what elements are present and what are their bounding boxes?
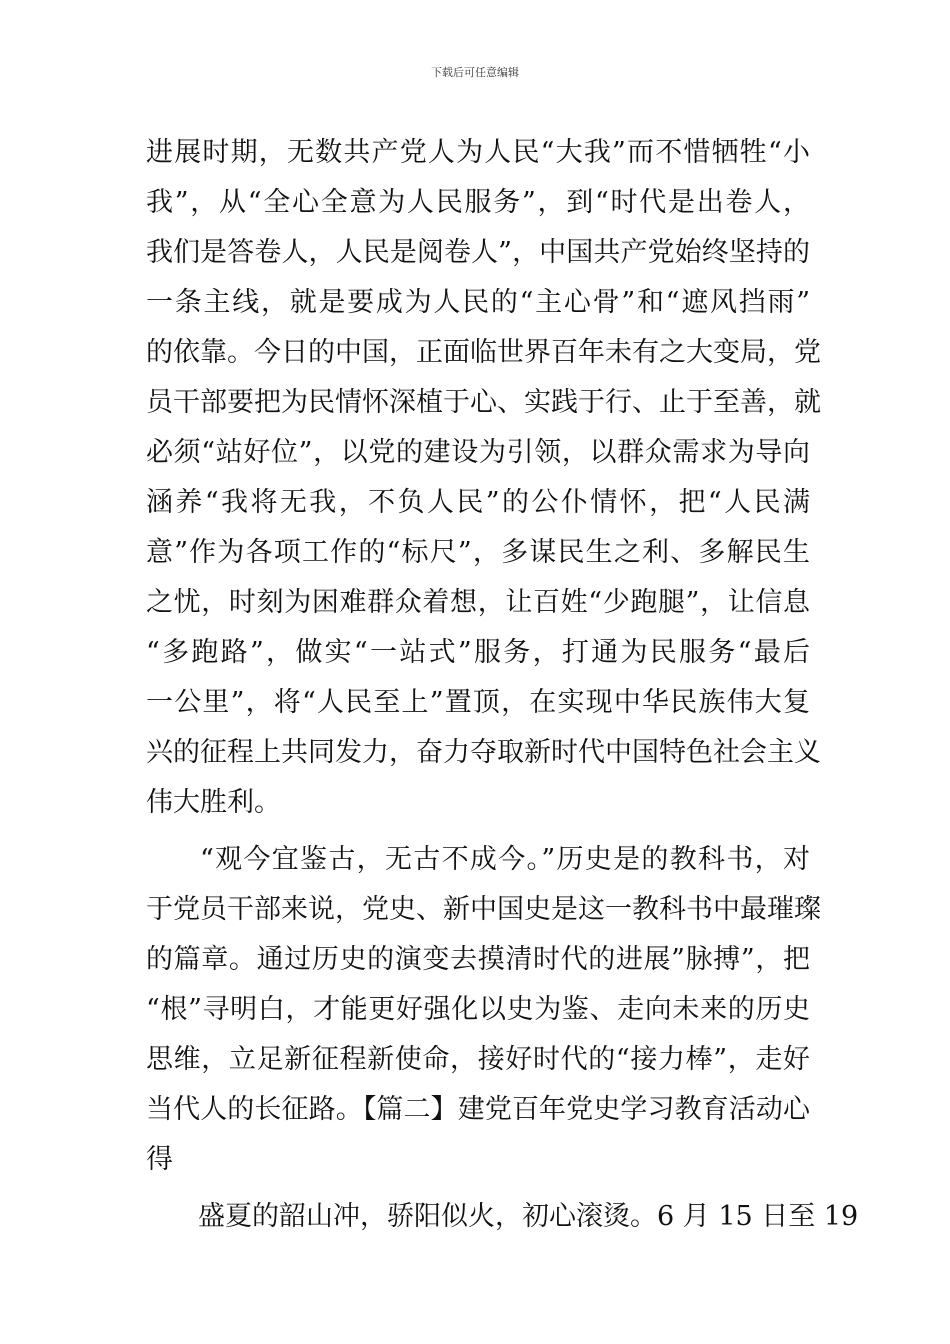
paragraph-1 [146,128,821,828]
text-line: “根”寻明白，才能更好强化以史为鉴、走向未来的历史 [146,994,810,1025]
text-line: 一条主线，就是要成为人民的“主心骨”和“遮风挡雨” [146,287,810,318]
text-line: 进展时期，无数共产党人为人民“大我”而不惜牺牲“小 [146,137,810,168]
text-line: 必须“站好位”，以党的建设为引领，以群众需求为导向 [146,437,810,468]
text-line: “观今宜鉴古，无古不成今。”历史是的教科书，对 [200,844,810,875]
text-line: 得 [146,1144,173,1175]
paragraph-2 [146,835,821,1185]
text-line: 意”作为各项工作的“标尺”，多谋民生之利、多解民生 [146,537,810,568]
text-line: 涵养“我将无我，不负人民”的公仆情怀，把“人民满 [146,487,810,518]
text-line: 我们是答卷人，人民是阅卷人”，中国共产党始终坚持的 [146,237,810,268]
text-line: 思维，立足新征程新使命，接好时代的“接力棒”，走好 [146,1044,810,1075]
text-line: 的依靠。今日的中国，正面临世界百年未有之大变局，党 [146,337,821,368]
text-line: 员干部要把为民情怀深植于心、实践于行、止于至善，就 [146,387,821,418]
text-line: 伟大胜利。 [146,787,281,818]
document-body [146,128,859,1242]
text-line: 盛夏的韶山冲，骄阳似火，初心滚烫。6 月 15 日至 19 [198,1201,859,1232]
text-line: 当代人的长征路。【篇二】建党百年党史学习教育活动心 [146,1094,810,1125]
page-header: 下载后可任意编辑 [431,66,519,79]
text-line: 于党员干部来说，党史、新中国史是这一教科书中最璀璨 [146,894,821,925]
text-line: 的篇章。通过历史的演变去摸清时代的进展”脉搏”，把 [146,944,810,975]
text-line: 兴的征程上共同发力，奋力夺取新时代中国特色社会主义 [146,737,821,768]
text-line: “多跑路”，做实“一站式”服务，打通为民服务“最后 [146,637,810,668]
paragraph-3 [146,1192,859,1242]
text-line: 之忧，时刻为困难群众着想，让百姓“少跑腿”，让信息 [146,587,810,618]
text-line: 一公里”，将“人民至上”置顶，在实现中华民族伟大复 [146,687,810,718]
text-line: 我”，从“全心全意为人民服务”，到“时代是出卷人， [146,187,810,218]
